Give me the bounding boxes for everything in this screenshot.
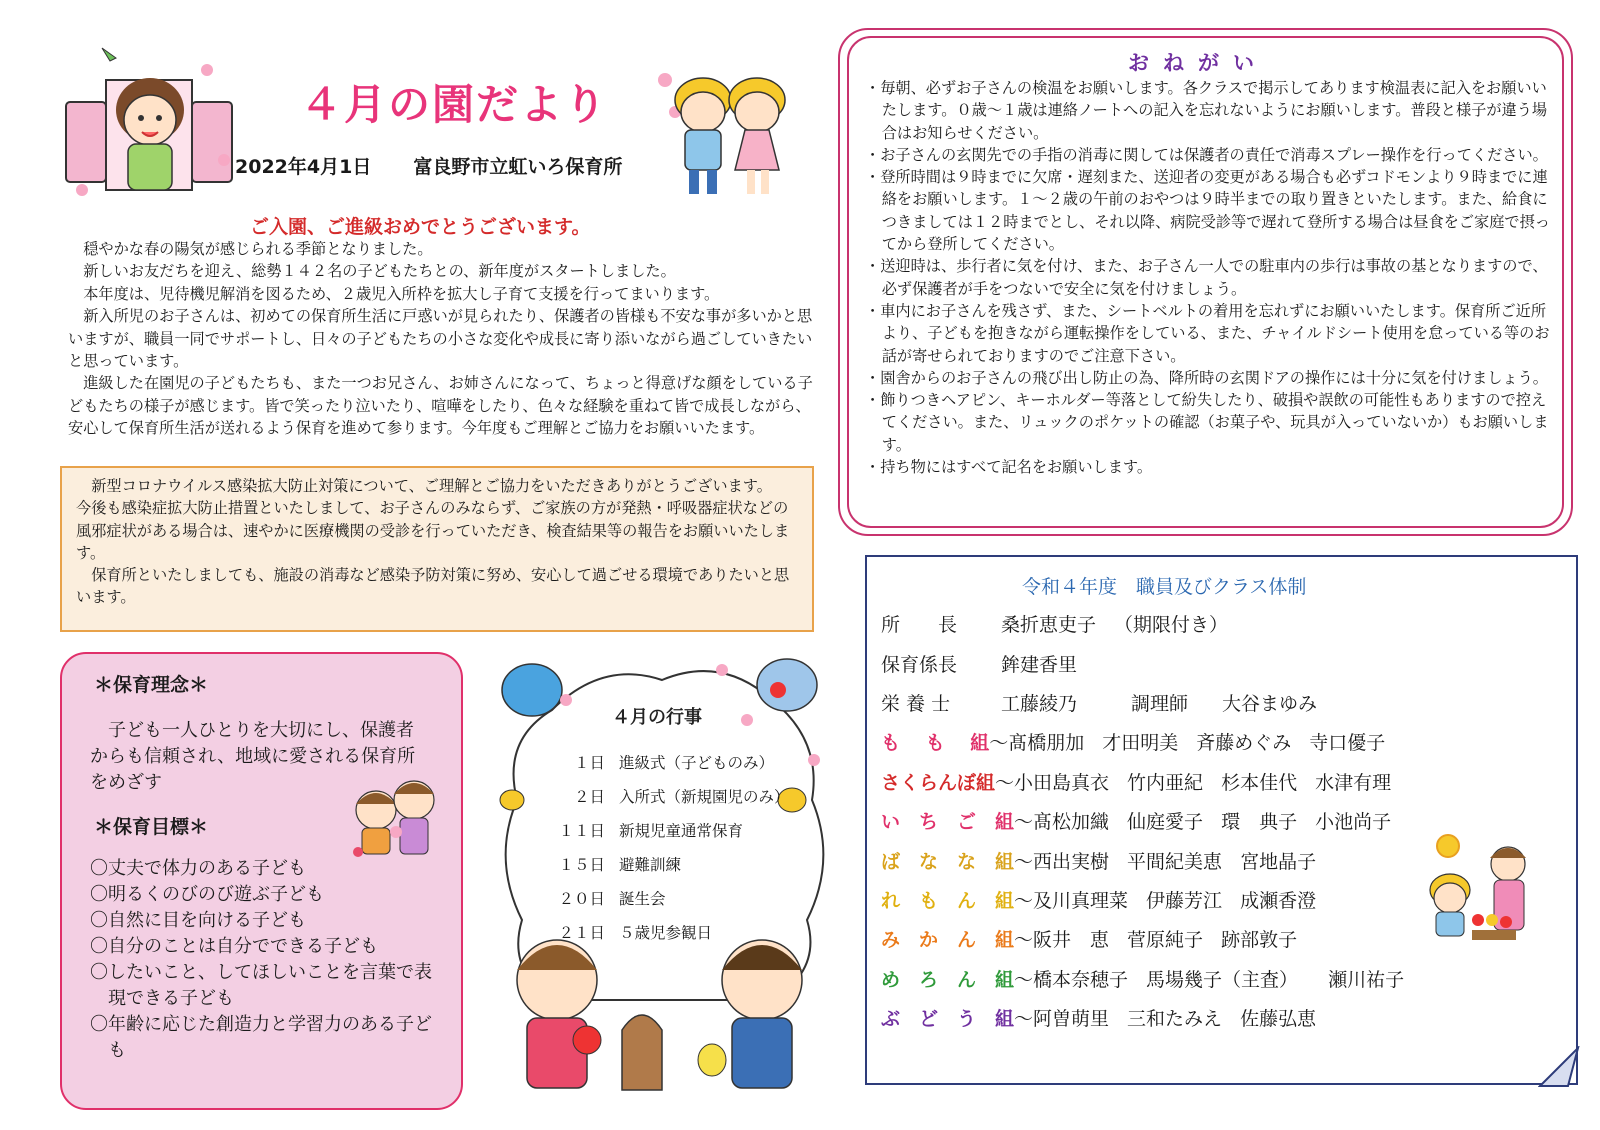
event-name: 入所式（新規園児のみ） [619,788,790,806]
class-name: め ろ ん 組 [881,968,1015,991]
staff-role-row [881,604,1422,643]
tilde: 〜 [1014,850,1034,873]
staff-member: 工藤綾乃 [1001,692,1078,715]
event-name: 新規児童通常保育 [619,822,744,840]
event-day: ２０日 [558,890,605,908]
staff-member: 宮地晶子 [1240,850,1317,873]
staff-member: 環 典子 [1221,811,1298,834]
event-row [555,881,790,915]
goal-item: 〇自分のことは自分でできる子ども [90,936,378,957]
tilde: 〜 [1014,929,1034,952]
event-day: ２１日 [558,924,605,942]
notice-paragraph: 今後も感染症拡大防止措置といたしまして、お子さんのみならず、ご家族の方が発熱・呼吸器症状などの風邪症状がある場合は、速やかに医療機関の受診を行っていただき、検査結果等の報告をお願いいたします。 [76,499,790,562]
philosophy-text: 子ども一人ひとりを大切にし、保護者からも信頼され、地域に愛される保育所をめざす [90,720,416,793]
event-row [555,745,790,779]
class-name: れ も ん 組 [881,889,1015,912]
class-row [881,801,1422,840]
request-item: ・持ち物にはすべて記名をお願いします。 [865,458,1153,477]
tilde: 〜 [989,732,1009,755]
class-name: み か ん 組 [881,929,1015,952]
staff-member: 杉本佳代 [1221,771,1298,794]
staff-member: 瀬川祐子 [1328,968,1405,991]
goal-item: 〇丈夫で体力のある子ども [90,858,306,879]
event-day: ２日 [573,788,605,806]
event-name: 誕生会 [619,890,666,908]
event-name: 避難訓練 [619,856,682,874]
request-item: ・送迎時は、歩行者に気を付け、また、お子さん一人での駐車内の歩行は事故の基となりますので、必ず保護者が手をつないで安全に気を付けましょう。 [865,257,1548,298]
class-row [881,959,1422,998]
staff-role-row [881,683,1422,722]
class-name: さくらんぼ組 [881,771,996,794]
covid-notice [60,466,814,632]
tilde: 〜 [1014,889,1034,912]
class-row [881,919,1422,958]
goal-item: 〇自然に目を向ける子ども [90,910,306,931]
role-label: 保育係長 [881,653,958,676]
staff-member: 阪井 恵 [1033,929,1110,952]
tilde: 〜 [1014,968,1034,991]
staff-member: 西出実樹 [1033,850,1110,873]
greeting-paragraph: 新入所児のお子さんは、初めての保育所生活に戸惑いが見られたり、保護者の皆様も不安な事が多いかと思いますが、職員一同でサポートし、日々の子どもたちの小さな変化や成長に寄り添いながら過ごしていきたいと思っています。 [68,307,813,371]
tilde: 〜 [1014,1008,1034,1031]
girl-window-illustration [62,40,237,200]
greeting-heading: ご入園、ご進級おめでとうございます。 [250,216,591,238]
request-item: ・飾りつきヘアピン、キーホルダー等落として紛失したり、破損や誤飲の可能性もありますので控えてください。また、リュックのポケットの確認（お菓子や、玩具が入っていないか）もお願いします。 [865,391,1549,454]
class-name: ば な な 組 [881,850,1015,873]
event-name: ５歳児参観日 [619,924,713,942]
staff-member: 斉藤めぐみ [1196,732,1292,755]
event-name: 進級式（子どものみ） [619,754,775,772]
staff-member: 髙橋朋加 [1008,732,1085,755]
greeting-paragraph: 本年度は、児待機児解消を図るため、２歳児入所枠を拡大し子育て支援を行ってまいります。 [83,284,720,303]
page-curl-corner [1538,1046,1580,1088]
page-title: ４月の園だより [300,80,609,129]
request-item: ・園舎からのお子さんの飛び出し防止の為、降所時の玄関ドアの操作には十分に気を付けましょう。 [865,368,1548,387]
staff-member: 三和たみえ [1127,1008,1223,1031]
staff-member: 鉾建香里 [1001,653,1078,676]
two-children-illustration [655,60,795,210]
request-item: ・車内にお子さんを残さず、また、シートベルトの着用を忘れずにお願いいたします。保育所ご近所より、子どもを抱きながら運転操作をしている、また、チャイルドシート使用を怠っている等のお話が寄せられておりますのでご注意下さい。 [865,301,1550,365]
class-row [881,998,1422,1037]
requests-title: おねがい [1128,51,1268,75]
goal-item: 〇明るくのびのび遊ぶ子ども [90,884,324,905]
class-row [881,722,1422,761]
request-item: ・登所時間は９時までに欠席・遅刻また、送迎者の変更がある場合も必ずコドモンより９時までに連絡をお願いします。１〜２歳の午前のおやつは９時半までの取り置きといたします。また、給食につきましては１２時までとし、それ以降、病院受診等で遅れて登所する場合は昼食をご家庭で摂ってから登所してください。 [865,168,1550,254]
event-day: １日 [573,754,605,772]
events-title: ４月の行事 [612,707,702,728]
staff-member: 及川真理菜 [1033,889,1129,912]
goals-heading: ＊保育目標＊ [94,816,209,838]
staff-member: 水津有理 [1315,771,1392,794]
notice-paragraph: 新型コロナウイルス感染拡大防止対策について、ご理解とご協力をいただきありがとうございます。 [91,477,772,495]
staff-member: 伊藤芳江 [1146,889,1223,912]
goal-item: 〇年齢に応じた創造力と学習力のある子ども [90,1014,432,1061]
staff-member: 小田島真衣 [1014,771,1110,794]
request-item: ・お子さんの玄関先での手指の消毒に関しては保護者の責任で消毒スプレー操作を行ってください。 [865,145,1548,164]
requests-list [865,77,1550,478]
request-item: ・毎朝、必ずお子さんの検温をお願いします。各クラスで掲示してあります検温表に記入をお願いいたします。０歳〜１歳は連絡ノートへの記入を忘れないようにお願いします。普段と様子が違う場合はお知らせください。 [865,79,1548,142]
goal-item: 〇したいこと、してほしいことを言葉で表現できる子ども [90,962,432,1009]
staff-member: （期限付き） [1114,614,1229,637]
class-row [881,840,1422,879]
staff-member: 菅原純子 [1127,929,1204,952]
staff-title: 令和４年度 職員及びクラス体制 [1022,576,1307,598]
greeting-paragraph: 新しいお友だちを迎え、総勢１４２名の子どもたちとの、新年度がスタートしました。 [83,262,676,281]
role-label: 栄 養 士 [881,692,951,715]
staff-member: 馬場幾子（主査） [1146,968,1299,991]
class-row [881,880,1422,919]
role-label: 所 長 [881,614,958,637]
philosophy-heading: ＊保育理念＊ [94,674,209,696]
staff-member: 才田明美 [1102,732,1179,755]
kids-sun-illustration [1418,828,1544,948]
staff-member: 寺口優子 [1309,732,1386,755]
staff-member: 橋本奈穂子 [1033,968,1129,991]
kids-flowers-illustration [348,772,440,862]
staff-role-row [881,643,1422,682]
staff-member: 平間紀美恵 [1127,850,1223,873]
event-row [555,847,790,881]
greeting-text [68,238,818,440]
goals-list [90,856,443,1064]
event-row [555,813,790,847]
staff-list [881,604,1422,1037]
staff-member: 竹内亜紀 [1127,771,1204,794]
staff-member: 跡部敦子 [1221,929,1298,952]
staff-member: 大谷まゆみ [1222,692,1318,715]
event-day: １１日 [558,822,605,840]
staff-member: 髙松加織 [1033,811,1110,834]
staff-member: 桑折恵吏子 [1001,614,1097,637]
class-row [881,762,1422,801]
notice-paragraph: 保育所といたしましても、施設の消毒など感染予防対策に努め、安心して過ごせる環境でありたいと思います。 [76,566,790,607]
staff-member: 成瀬香澄 [1240,889,1317,912]
tilde: 〜 [1014,811,1034,834]
staff-member: 調理師 [1131,692,1189,715]
event-row [555,915,790,949]
issue-date: 2022年4月1日 [235,156,372,178]
staff-member: 小池尚子 [1315,811,1392,834]
greeting-paragraph: 進級した在園児の子どもたちも、また一つお兄さん、お姉さんになって、ちょっと得意げな顔をしている子どもたちの様子が感じます。皆で笑ったり泣いたり、喧嘩をしたり、色々な経験を重ねて皆で成長しながら、安心して保育所生活が送れるよう保育を進めて参ります。今年度もご理解とご協力をお願いいたます。 [68,374,813,438]
greeting-paragraph: 穏やかな春の陽気が感じられる季節となりました。 [83,240,433,258]
philosophy-box [60,652,463,1110]
staff-member: 仙庭愛子 [1127,811,1204,834]
dateline [235,152,622,179]
event-day: １５日 [558,856,605,874]
class-name: ぶ ど う 組 [881,1008,1015,1031]
events-list [555,745,790,949]
staff-member: 阿曽萌里 [1033,1008,1110,1031]
class-name: も も 組 [881,732,990,755]
school-name: 富良野市立虹いろ保育所 [413,156,623,178]
class-name: い ち ご 組 [881,811,1015,834]
event-row [555,779,790,813]
tilde: 〜 [995,771,1015,794]
staff-member: 佐藤弘恵 [1240,1008,1317,1031]
